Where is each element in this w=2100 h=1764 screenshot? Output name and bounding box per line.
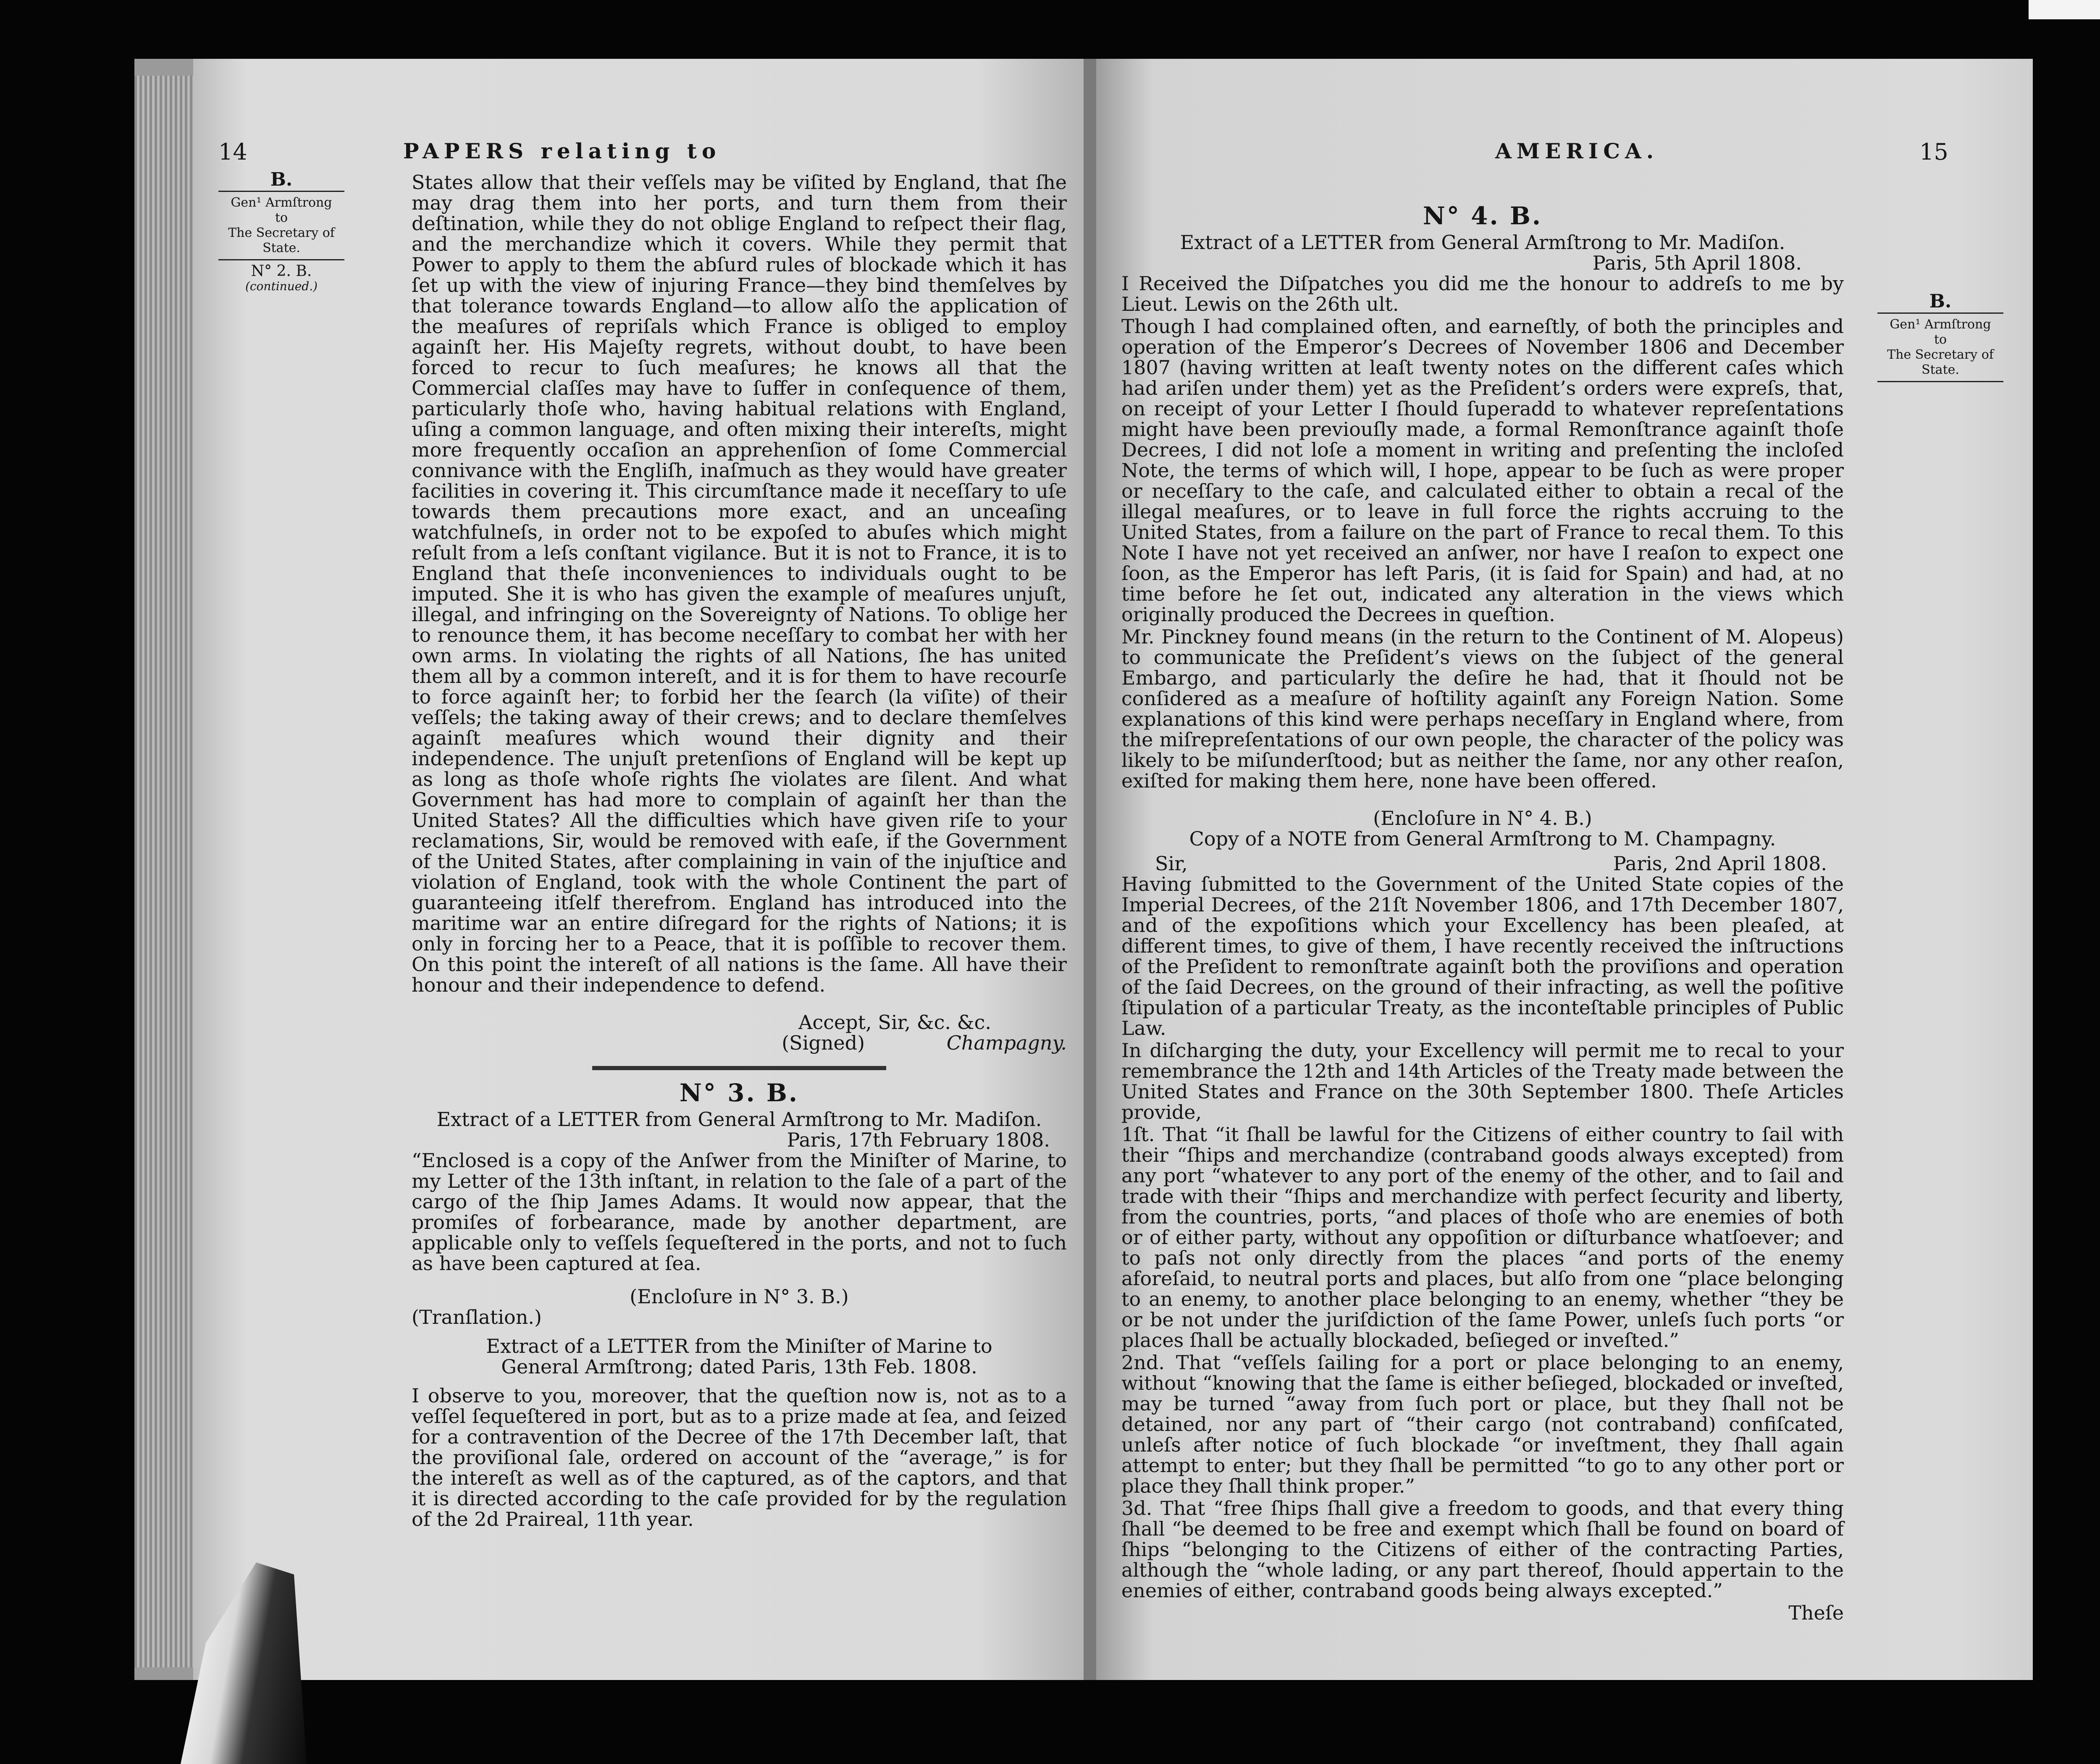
signed-label: (Signed) (782, 1032, 865, 1054)
enclosure-header (1121, 853, 1844, 874)
margin-recipient: The Secretary of State. (1887, 347, 1994, 377)
right-running-head: AMERICA. (1495, 139, 1659, 163)
no3-translation: (Tranſlation.) (412, 1306, 542, 1328)
no4-heading: N° 4. B. (1423, 202, 1543, 230)
no4-title: Extract of a LETTER from General Armſtrong to Mr. Madiſon. (1180, 231, 1785, 254)
left-running-head: PAPERS relating to (403, 139, 721, 163)
margin-number: N° 2. B. (251, 262, 312, 280)
closing: Accept, Sir, &c. &c. (798, 1011, 991, 1034)
catchword: Theſe (1788, 1601, 1844, 1624)
margin-from: Gen¹ Armſtrong (231, 195, 332, 210)
book-gutter (1084, 59, 1096, 1680)
margin-continued: (continued.) (245, 279, 318, 293)
enclosure-title: Copy of a NOTE from General Armſtrong to M. Champagny. (1189, 827, 1776, 850)
treaty-article-1: 1ſt. That “it ſhall be lawful for the Citizens of either country to ſail with their “ſhips and merchandize (contraband goods always excepted) from any port “whatever to any port of the enemy of the other, and to ſail and trade with their “ſhips and merchandize with perfect ſecurity and liberty, from the countries, ports, “and places of thoſe who are enemies of both or of either party, without any oppoſition or diſturbance whatſoever; and to paſs not only directly from the places “and ports of the enemy aforeſaid, to neutral ports and places, but alſo from one “place belonging to an enemy, to another place belonging to an enemy, whether “they be or be not under the juriſdiction of the ſame Power, unleſs ſuch ports “or places ſhall be actually blockaded, beſieged or inveſted.” (1121, 1123, 1844, 1352)
section-rule (592, 1066, 886, 1070)
open-book (134, 59, 2033, 1680)
no3-enclosure: (Encloſure in N° 3. B.) (630, 1285, 849, 1308)
no4-dateline: Paris, 5th April 1808. (1592, 252, 1802, 274)
margin-to: to (1934, 332, 1947, 347)
no3-title: Extract of a LETTER from General Armſtrong to Mr. Madiſon. (436, 1108, 1042, 1131)
signature-line (412, 1033, 1067, 1053)
film-edge-marking (2029, 0, 2100, 19)
margin-rule (1877, 312, 2003, 314)
margin-to: to (275, 210, 288, 225)
no4-para-3: Mr. Pinckney found means (in the return to the Continent of M. Alopeus) to communicate the Preſident’s views on the ſubject of the general Embargo, and particularly the deſire he had, that it ſhould not be conſidered as a meaſure of hoſtility againſt any Foreign Nation. Some explanations of this kind were perhaps neceſſary in England where, from the miſrepreſentations of our own people, the character of the policy was likely to be miſunderſtood; but as neither the ſame, nor any other reaſon, exiſted for making them here, none have been offered. (1121, 625, 1844, 792)
enclosure-salutation: Sir, (1155, 852, 1188, 875)
margin-rule (218, 259, 344, 260)
no4-para-1: I Received the Diſpatches you did me the honour to addreſs to me by Lieut. Lewis on the 26th ult. (1121, 272, 1844, 315)
no4-para-2: Though I had complained often, and earneſtly, of both the principles and operation of the Emperor’s Decrees of November 1806 and December 1807 (having written at leaſt twenty notes on the different caſes which had ariſen under them) yet as the Preſident’s orders were expreſs, that, on receipt of your Letter I ſhould ſuperadd to whatever repreſentations might have been previouſly made, a formal Remonſtrance againſt thoſe Decrees, I did not loſe a moment in writing and preſenting the incloſed Note, the terms of which will, I hope, appear to be ſuch as were proper or neceſſary to the caſe, and calculated either to obtain a recal of the illegal meaſures, or to leave in full force the rights accruing to the United States, from a failure on the part of France to recal them. To this Note I have not yet received an anſwer, nor have I reaſon to expect one ſoon, as the Emperor has left Paris, (it is ſaid for Spain) and had, at no time before he ſet out, indicated any alteration in the views which originally produced the Decrees in queſtion. (1121, 315, 1844, 626)
no3-enclosure-title: Extract of a LETTER from the Miniſter of Marine to General Armſtrong; dated Paris, 13th Feb. 1808. (486, 1335, 992, 1378)
enclosure-dateline: Paris, 2nd April 1808. (1613, 852, 1827, 875)
right-page (1096, 59, 2033, 1680)
no3-dateline: Paris, 17th February 1808. (787, 1129, 1050, 1151)
right-margin-note (1869, 291, 2012, 386)
margin-from: Gen¹ Armſtrong (1890, 317, 1991, 332)
right-page-number: 15 (1919, 139, 1948, 165)
no3-enclosure-body: I observe to you, moreover, that the queſtion now is, not as to a veſſel ſequeſtered in port, but as to a prize made at ſea, and ſeized for a contravention of the Decree of the 17th December laſt, that the proviſional ſale, ordered on account of the “average,” is for the intereſt as well as of the captured, as of the captors, and that it is directed according to the caſe provided for by the regulation of the 2d Praireal, 11th year. (412, 1384, 1067, 1530)
treaty-article-3: 3d. That “free ſhips ſhall give a freedom to goods, and that every thing ſhall “be deemed to be free and exempt which ſhall be found on board of ſhips “belonging to the Citizens of either of the contracting Parties, although the “whole lading, or any part thereof, ſhould appertain to the enemies of either, contraband goods being always excepted.” (1121, 1497, 1844, 1602)
right-text-column (1121, 197, 1844, 1623)
no3-body: “Enclosed is a copy of the Anſwer from the Miniſter of Marine, to my Letter of the 13th inſtant, in relation to the ſale of a part of the cargo of the ſhip James Adams. It would now appear, that the promiſes of forbearance, made by another department, are applicable only to veſſels ſequeſtered in the ports, and not to ſuch as have been captured at ſea. (412, 1149, 1067, 1275)
margin-recipient: The Secretary of State. (228, 226, 335, 255)
margin-letter: B. (270, 169, 293, 190)
left-margin-note (210, 169, 353, 294)
left-page-number: 14 (218, 139, 247, 165)
treaty-article-2: 2nd. That “veſſels ſailing for a port or place belonging to an enemy, without “knowing that the ſame is either beſieged, blockaded or inveſted, may be turned “away from ſuch port or place, but they ſhall not be detained, nor any part of “their cargo (not contraband) confiſcated, unleſs after notice of ſuch blockade “or inveſtment, they ſhall again attempt to enter; but they ſhall be permitted “to go to any other port or place they ſhall think proper.” (1121, 1351, 1844, 1497)
no3-heading: N° 3. B. (679, 1079, 799, 1107)
enclosure-para-1: Having ſubmitted to the Government of the United State copies of the Imperial Decrees, of the 21ſt November 1806, and 17th December 1807, and of the expoſitions which your Excellency has been pleaſed, at different times, to give of them, I have recently received the inſtructions of the Preſident to remonſtrate againſt both the proviſions and operation of the ſaid Decrees, on the ground of their infracting, as well the poſitive ſtipulation of a particular Treaty, as the inconteſtable principles of Public Law. (1121, 873, 1844, 1040)
margin-letter: B. (1929, 291, 1952, 312)
letter-body: States allow that their veſſels may be viſited by England, that ſhe may drag them into her ports, and turn them from their deſtination, while they do not oblige England to reſpect their flag, and the merchandize which it covers. While they permit that Power to apply to them the abſurd rules of blockade which it has ſet up with the view of injuring France—they bind themſelves by that tolerance towards England—to allow alſo the application of the meaſures of repriſals which France is obliged to employ againſt her. His Majeſty regrets, without doubt, to have been forced to recur to ſuch meaſures; he knows all that the Commercial claſſes may have to ſuffer in conſequence of them, particularly thoſe who, having habitual relations with England, uſing a common language, and often mixing their intereſts, might more frequently occaſion an apprehenſion of ſome Commercial connivance with the Engliſh, inaſmuch as they would have greater facilities in covering it. This circumſtance made it neceſſary to uſe towards them precautions more exact, and an unceaſing watchfulneſs, in order not to be expoſed to abuſes which might reſult from a leſs conſtant vigilance. But it is not to France, it is to England that theſe inconveniences to individuals ought to be imputed. She it is who has given the example of meaſures unjuſt, illegal, and infringing on the Sovereignty of Nations. To oblige her to renounce them, it has become neceſſary to combat her with her own arms. In violating the rights of all Nations, ſhe has united them all by a common intereſt, and it is for them to have recourſe to force againſt her; to forbid her the ſearch (la viſite) of their veſſels; the taking away of their crews; and to declare themſelves againſt meaſures which wound their dignity and their independence. The unjuſt pretenſions of England will be kept up as long as thoſe whoſe rights ſhe violates are ſilent. And what Government has had more to complain of againſt her than the United States? All the difficulties which have given riſe to your reclamations, Sir, would be removed with eaſe, if the Government of the United States, after complaining in vain of the injuſtice and violation of England, took with the whole Continent the part of guaranteeing itſelf therefrom. England has introduced into the maritime war an entire diſregard for the rights of Nations; it is only in forcing her to a Peace, that it is poſſible to recover them. On this point the intereſt of all nations is the ſame. All have their honour and their independence to defend. (412, 171, 1067, 996)
enclosure-label: (Encloſure in N° 4. B.) (1373, 807, 1592, 830)
margin-rule (1877, 381, 2003, 382)
page-edges (134, 76, 193, 1667)
enclosure-para-2: In diſcharging the duty, your Excellency will permit me to recal to your remembrance the 12th and 14th Articles of the Treaty made between the United States and France on the 30th September 1800. Theſe Articles provide, (1121, 1039, 1844, 1124)
margin-rule (218, 191, 344, 192)
signature: Champagny. (946, 1032, 1067, 1054)
left-page (193, 59, 1084, 1680)
left-text-column (412, 172, 1067, 1531)
